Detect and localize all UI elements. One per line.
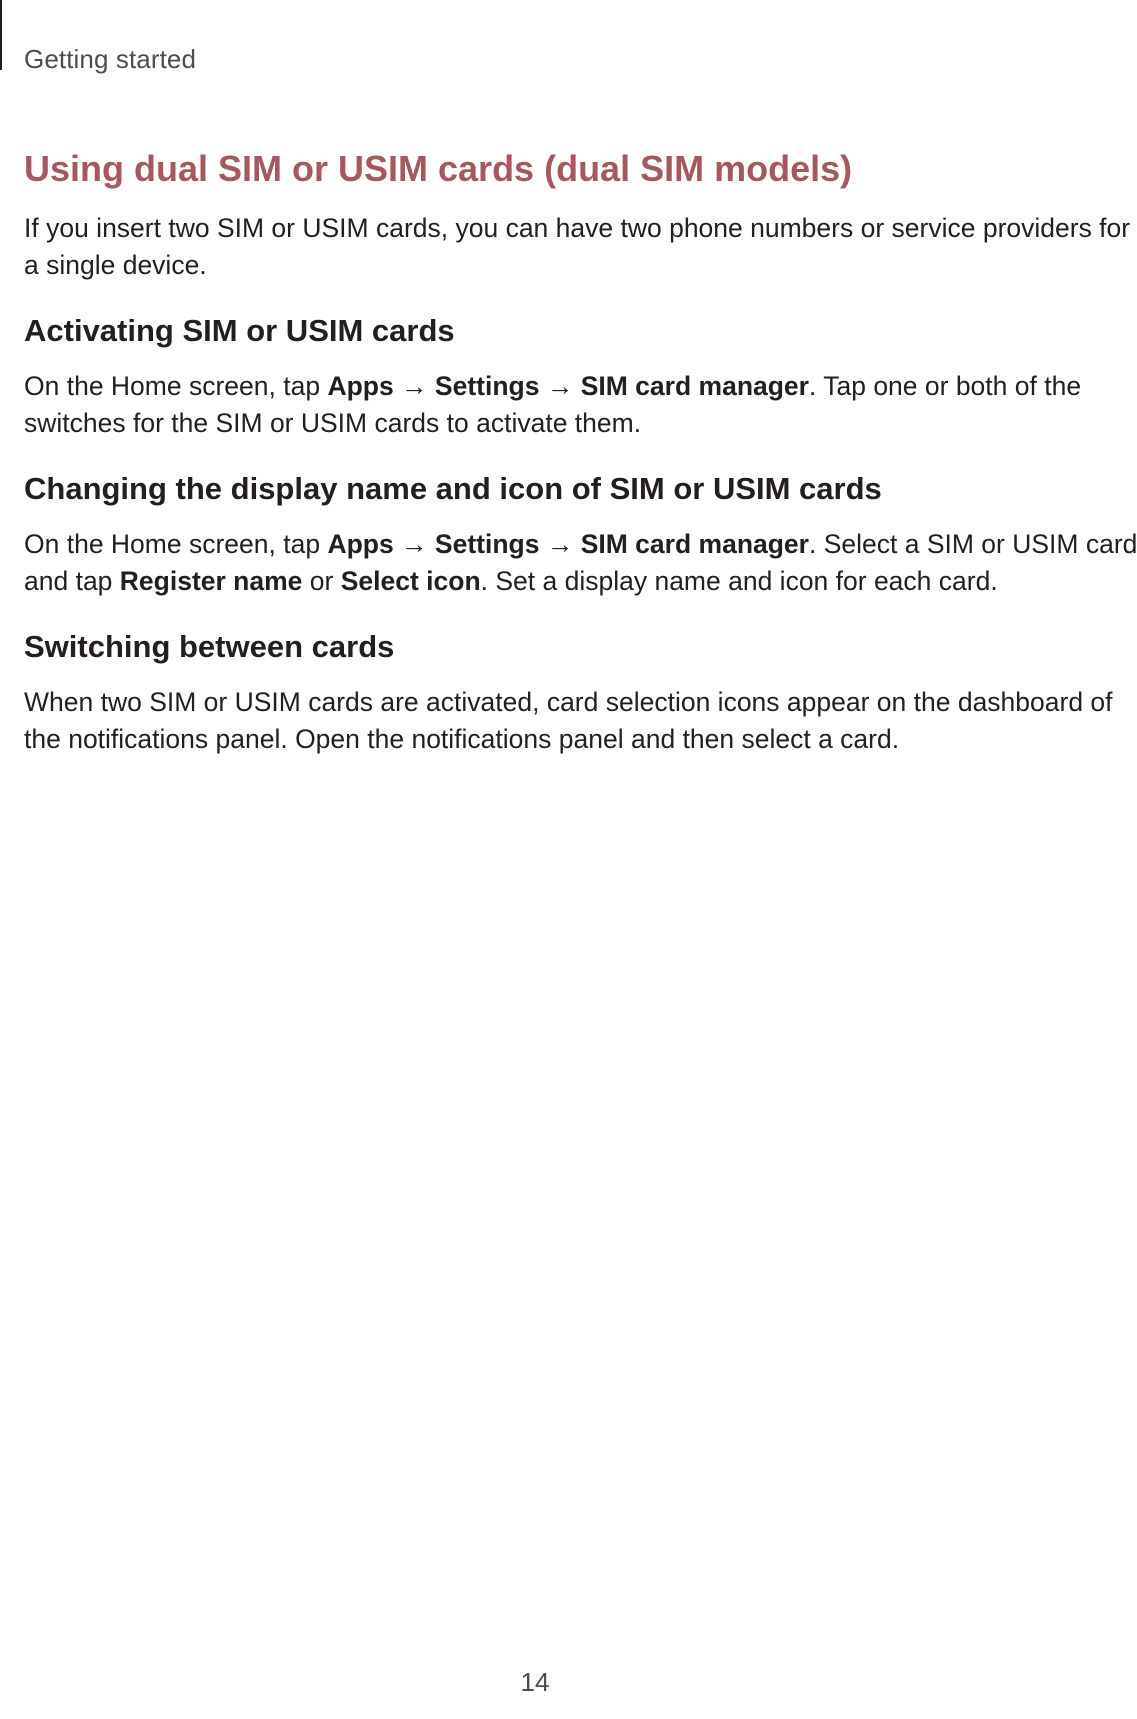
sim-card-manager-term: SIM card manager [580, 529, 809, 559]
changing-line2-middle: or [302, 566, 341, 596]
page-title: Using dual SIM or USIM cards (dual SIM models) [24, 148, 853, 189]
switching-line-2: the notifications panel. Open the notifications panel and then select a card. [24, 724, 900, 754]
changing-line-1 [24, 526, 1137, 563]
activating-paragraph [24, 368, 1082, 442]
running-head: Getting started [24, 44, 197, 74]
section-heading-changing: Changing the display name and icon of SIM or USIM cards [24, 471, 882, 506]
arrow-2: → [539, 529, 581, 559]
settings-menu-term: Settings [434, 371, 540, 401]
section-heading-activating: Activating SIM or USIM cards [24, 313, 455, 348]
activating-suffix: . Tap one or both of the [808, 371, 1082, 401]
settings-menu-term: Settings [434, 529, 540, 559]
arrow-1: → [393, 371, 435, 401]
intro-paragraph [24, 210, 1131, 284]
apps-menu-term: Apps [327, 529, 394, 559]
apps-menu-term: Apps [327, 371, 394, 401]
section-heading-switching: Switching between cards [24, 629, 395, 664]
sim-card-manager-term: SIM card manager [580, 371, 809, 401]
changing-line-2 [24, 563, 1070, 600]
arrow-1: → [393, 529, 435, 559]
activating-line-1 [24, 368, 1082, 405]
changing-prefix: On the Home screen, tap [24, 529, 328, 559]
activating-line-2: switches for the SIM or USIM cards to activate them. [24, 408, 642, 438]
activating-prefix: On the Home screen, tap [24, 371, 328, 401]
page-number: 14 [520, 1667, 550, 1697]
arrow-2: → [539, 371, 581, 401]
select-icon-term: Select icon [340, 566, 481, 596]
margin-rule [0, 0, 2, 70]
intro-line-1: If you insert two SIM or USIM cards, you can have two phone numbers or service providers for [24, 213, 1131, 243]
changing-paragraph [24, 526, 1137, 600]
switching-line-1: When two SIM or USIM cards are activated, card selection icons appear on the dashboard of [24, 687, 1113, 717]
page-content [24, 146, 1137, 758]
register-name-term: Register name [119, 566, 303, 596]
changing-line2-suffix: . Set a display name and icon for each card. [480, 566, 998, 596]
changing-suffix: . Select a SIM or USIM card [808, 529, 1137, 559]
intro-line-2: a single device. [24, 250, 207, 280]
switching-paragraph [24, 684, 1113, 758]
changing-line2-prefix: and tap [24, 566, 120, 596]
